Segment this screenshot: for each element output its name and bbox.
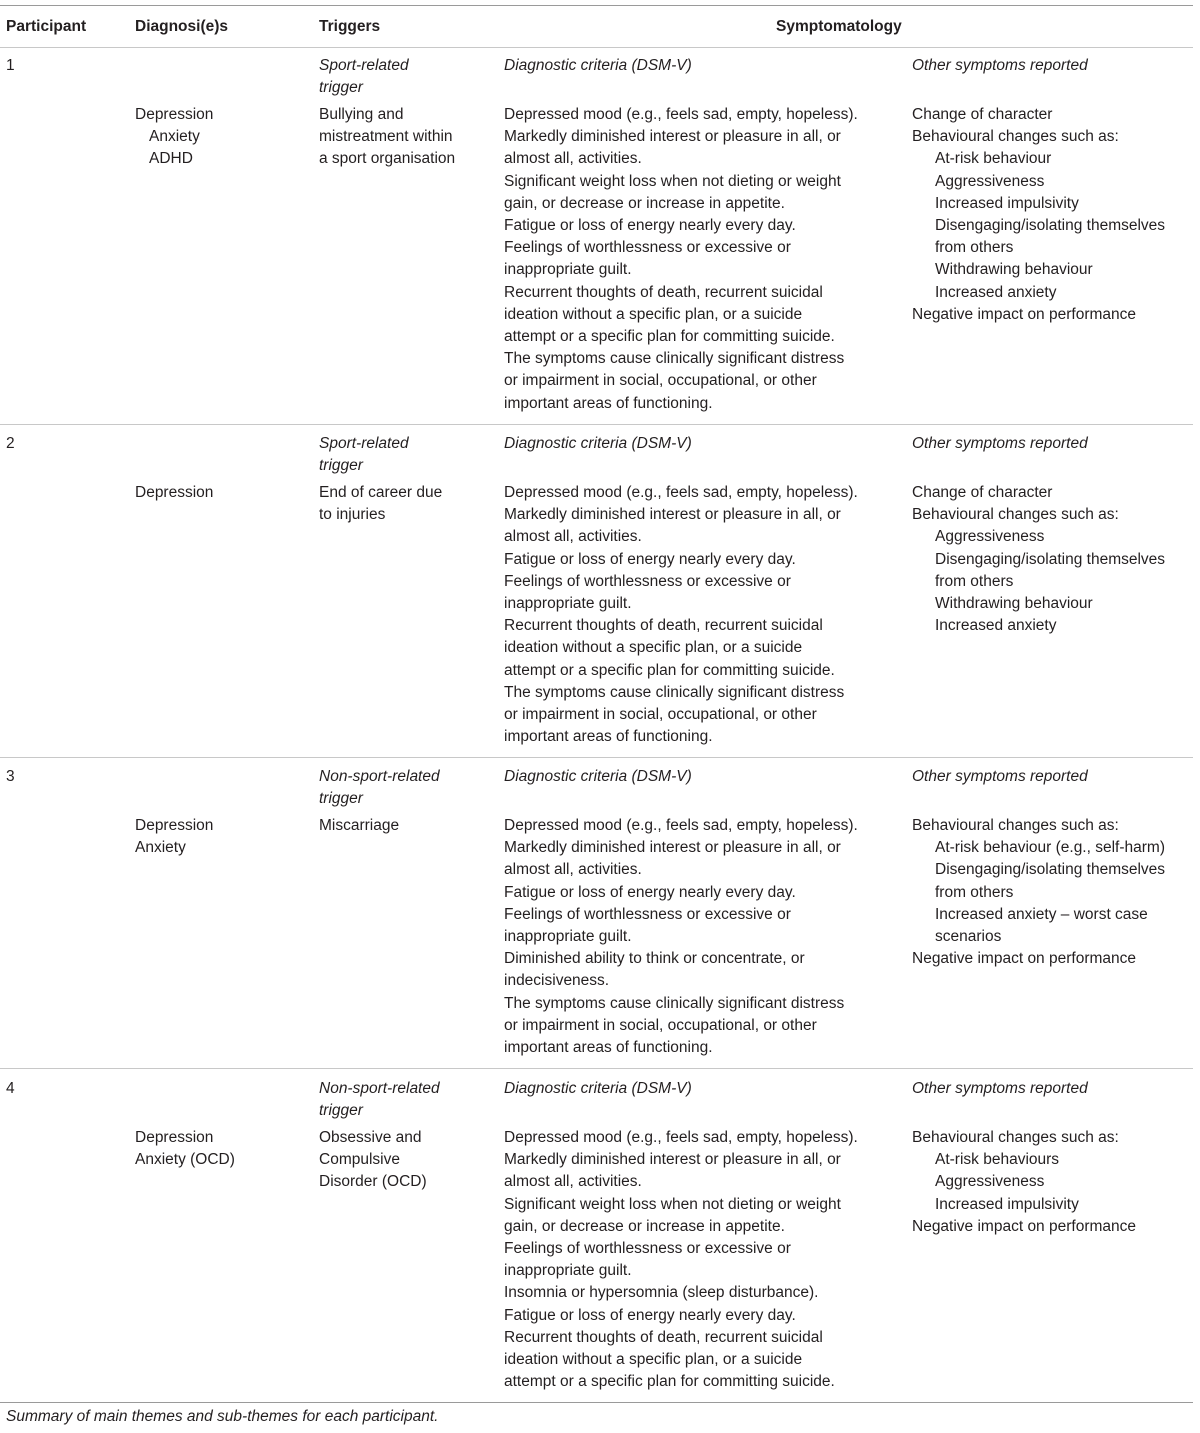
table-top-rule bbox=[0, 5, 1193, 6]
row-divider bbox=[0, 424, 1193, 425]
trigger-type: Non-sport-related trigger bbox=[319, 1080, 440, 1120]
diagnostic-criteria-list: Depressed mood (e.g., feels sad, empty, hopeless). Markedly diminished interest or pleasure in all, or almost all, activities. Fatigue or loss of energy nearly every day. Feelings of worthlessness or excessive or inappropriate guilt. Recurrent thoughts of death, recurrent suicidal ideation without a specific plan, or a suicide attempt or a specific plan for committing suicide. The symptoms cause clinically significant distress or impairment in social, occupational, or other important areas of functioning. bbox=[504, 484, 858, 746]
other-symptoms-list: Behavioural changes such as: At-risk behaviours Aggressiveness Increased impulsivity Negative impact on performance bbox=[912, 1129, 1137, 1235]
row-divider bbox=[0, 1068, 1193, 1069]
trigger-type: Sport-related trigger bbox=[319, 435, 409, 475]
other-symptoms-heading: Other symptoms reported bbox=[912, 57, 1088, 74]
other-symptoms-list: Change of character Behavioural changes such as: Aggressiveness Disengaging/isolating themselves from others Withdrawing behaviour Increased anxiety bbox=[912, 484, 1166, 635]
participant-number: 2 bbox=[6, 435, 15, 452]
header-diagnoses: Diagnosi(e)s bbox=[135, 18, 229, 35]
other-symptoms-list: Change of character Behavioural changes such as: At-risk behaviour Aggressiveness Increased impulsivity Disengaging/isolating themselves from others Withdrawing behaviour Increased anxiety Negative impact on performance bbox=[912, 106, 1166, 323]
criteria-heading: Diagnostic criteria (DSM-V) bbox=[504, 57, 692, 74]
trigger-type: Sport-related trigger bbox=[319, 57, 409, 97]
criteria-heading: Diagnostic criteria (DSM-V) bbox=[504, 768, 692, 785]
diagnoses-list: Depression Anxiety ADHD bbox=[135, 106, 214, 168]
diagnostic-criteria-list: Depressed mood (e.g., feels sad, empty, hopeless). Markedly diminished interest or pleasure in all, or almost all, activities. Significant weight loss when not dieting or weight gain, or decrease or increase in appetite. Fatigue or loss of energy nearly every day. Feelings of worthlessness or excessive or inappropriate guilt. Recurrent thoughts of death, recurrent suicidal ideation without a specific plan, or a suicide attempt or a specific plan for committing suicide. The symptoms cause clinically significant distress or impairment in social, occupational, or other important areas of functioning. bbox=[504, 106, 858, 412]
header-participant: Participant bbox=[6, 18, 87, 35]
diagnoses-list: Depression bbox=[135, 484, 214, 501]
header-symptomatology: Symptomatology bbox=[776, 18, 902, 35]
other-symptoms-heading: Other symptoms reported bbox=[912, 1080, 1088, 1097]
trigger-description: Miscarriage bbox=[319, 817, 400, 834]
table-caption: Summary of main themes and sub-themes for each participant. bbox=[6, 1408, 439, 1425]
diagnostic-criteria-list: Depressed mood (e.g., feels sad, empty, hopeless). Markedly diminished interest or pleasure in all, or almost all, activities. Fatigue or loss of energy nearly every day. Feelings of worthlessness or excessive or inappropriate guilt. Diminished ability to think or concentrate, or indecisiveness. The symptoms cause clinically significant distress or impairment in social, occupational, or other important areas of functioning. bbox=[504, 817, 858, 1057]
participant-number: 4 bbox=[6, 1080, 15, 1097]
header-rule bbox=[0, 47, 1193, 48]
diagnoses-list: Depression Anxiety (OCD) bbox=[135, 1129, 235, 1169]
diagnoses-list: Depression Anxiety bbox=[135, 817, 214, 857]
trigger-description: Bullying and mistreatment within a sport organisation bbox=[319, 106, 456, 168]
criteria-heading: Diagnostic criteria (DSM-V) bbox=[504, 435, 692, 452]
row-divider bbox=[0, 757, 1193, 758]
other-symptoms-heading: Other symptoms reported bbox=[912, 435, 1088, 452]
criteria-heading: Diagnostic criteria (DSM-V) bbox=[504, 1080, 692, 1097]
header-triggers: Triggers bbox=[319, 18, 381, 35]
trigger-description: Obsessive and Compulsive Disorder (OCD) bbox=[319, 1129, 427, 1191]
diagnostic-criteria-list: Depressed mood (e.g., feels sad, empty, hopeless). Markedly diminished interest or pleasure in all, or almost all, activities. Significant weight loss when not dieting or weight gain, or decrease or increase in appetite. Feelings of worthlessness or excessive or inappropriate guilt. Insomnia or hypersomnia (sleep disturbance). Fatigue or loss of energy nearly every day. Recurrent thoughts of death, recurrent suicidal ideation without a specific plan, or a suicide attempt or a specific plan for committing suicide. bbox=[504, 1129, 858, 1391]
other-symptoms-heading: Other symptoms reported bbox=[912, 768, 1088, 785]
trigger-description: End of career due to injuries bbox=[319, 484, 443, 524]
trigger-type: Non-sport-related trigger bbox=[319, 768, 440, 808]
table-bottom-rule bbox=[0, 1402, 1193, 1403]
participant-number: 1 bbox=[6, 57, 15, 74]
other-symptoms-list: Behavioural changes such as: At-risk behaviour (e.g., self-harm) Disengaging/isolating themselves from others Increased anxiety – worst case scenarios Negative impact on performance bbox=[912, 817, 1166, 968]
participant-number: 3 bbox=[6, 768, 15, 785]
